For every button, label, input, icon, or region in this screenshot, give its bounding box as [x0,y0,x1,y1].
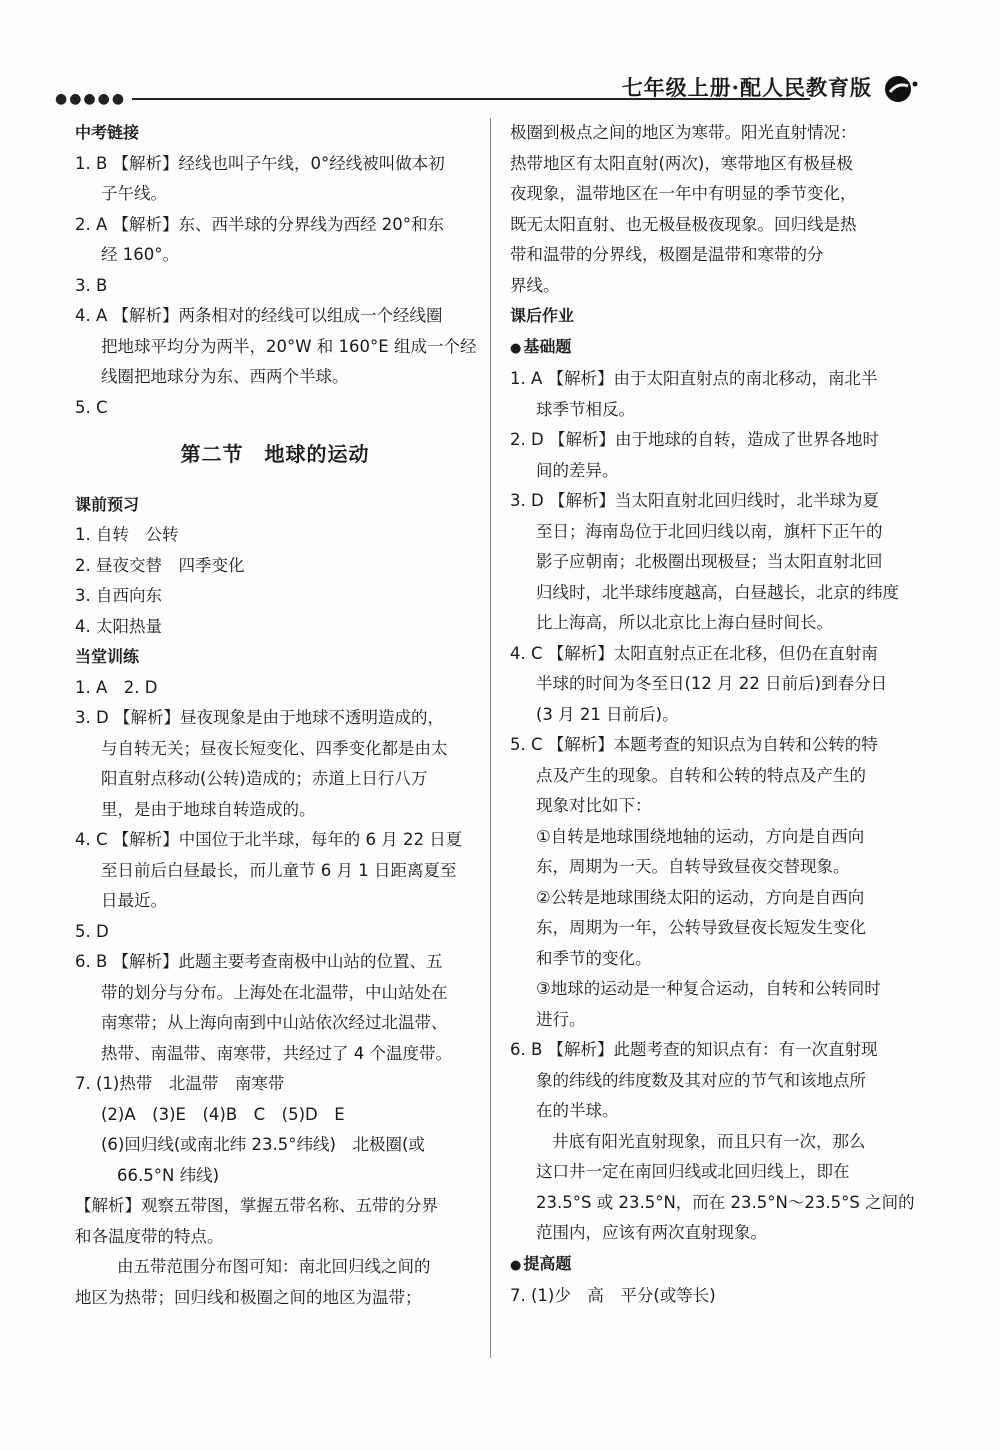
chapter-title: 第二节 地球的运动 [180,442,370,466]
section-heading: 课后作业 [510,306,575,325]
answer-line: 线圈把地球分为东、西两个半球。 [101,367,349,386]
answer-line: 子午线。 [101,184,167,203]
answer-line: 井底有阳光直射现象，而且只有一次，那么 [552,1131,866,1151]
answer-line: ①自转是地球围绕地轴的运动，方向是自西向 [536,826,865,846]
page-title: 七年级上册·配人民教育版 [621,75,872,100]
answer-line: 7. (1)热带 北温带 南寒带 [75,1074,285,1093]
answer-line: 与自转无关；昼夜长短变化、四季变化都是由太 [101,738,448,758]
answer-line: 极圈到极点之间的地区为寒带。阳光直射情况： [510,123,857,142]
answer-line: 3. 自西向东 [75,586,162,605]
answer-line: 3. B [75,275,108,295]
answer-line: 1. 自转 公转 [75,525,179,544]
answer-line: 夜现象，温带地区在一年中有明显的季节变化， [510,184,857,203]
answer-line: 里，是由于地球自转造成的。 [101,799,316,819]
answer-line: 经 160°。 [101,245,179,264]
answer-line: 现象对比如下： [536,796,652,815]
page-header [55,60,960,110]
answer-line: 由五带范围分布图可知：南北回归线之间的 [117,1257,431,1276]
left-column [75,118,475,1313]
answer-line: 象的纬线的纬度数及其对应的节气和该地点所 [536,1070,866,1090]
answer-line: 4. C 【解析】太阳直射点正在北移，但仍在直射南 [510,643,878,663]
answer-line: 日最近。 [101,891,167,910]
answer-line: 4. C 【解析】中国位于北半球，每年的 6 月 22 日夏 [75,830,463,849]
answer-line: 4. A 【解析】两条相对的经线可以组成一个经线圈 [75,306,443,325]
answer-line: 【解析】观察五带图，掌握五带名称、五带的分界 [75,1196,438,1215]
answer-line: 南寒带；从上海向南到中山站依次经过北温带、 [101,1013,448,1032]
answer-line: 东，周期为一天。自转导致昼夜交替现象。 [536,857,850,876]
answer-line: 23.5°S 或 23.5°N，而在 23.5°N～23.5°S 之间的 [536,1192,915,1212]
answer-line: 点及产生的现象。自转和公转的特点及产生的 [536,765,866,785]
header-dots: ●●●●● [55,91,132,107]
answer-line: 至日；海南岛位于北回归线以南，旗杆下正午的 [536,521,883,541]
answer-line: 5. C [75,397,108,417]
answer-line: 5. C 【解析】本题考查的知识点为自转和公转的特 [510,735,878,754]
book-logo-icon [882,72,920,104]
answer-line: 带的划分与分布。上海处在北温带，中山站处在 [101,982,448,1002]
answer-line: 半球的时间为冬至日(12 月 22 日前后)到春分日 [536,674,888,693]
answer-line: 3. D 【解析】当太阳直射北回归线时，北半球为夏 [510,491,879,510]
answer-line: 7. (1)少 高 平分(或等长) [510,1286,716,1305]
answer-line: 6. B 【解析】此题考查的知识点有：有一次直射现 [510,1040,878,1059]
answer-line: 既无太阳直射、也无极昼极夜现象。回归线是热 [510,214,857,234]
answer-line: 东，周期为一年，公转导致昼夜长短发生变化 [536,918,866,937]
answer-line: 地区为热带；回归线和极圈之间的地区为温带； [75,1287,422,1307]
answer-line: 4. 太阳热量 [75,616,162,636]
answer-line: 和各温度带的特点。 [75,1226,224,1246]
section-heading: 中考链接 [75,123,140,142]
answer-line: 1. A 【解析】由于太阳直射点的南北移动，南北半 [510,369,878,388]
answer-line: 热带地区有太阳直射(两次)，寒带地区有极昼极 [510,153,853,173]
answer-line: 2. 昼夜交替 四季变化 [75,555,245,575]
answer-line: 2. D 【解析】由于地球的自转，造成了世界各地时 [510,430,879,449]
answer-line: 比上海高，所以北京比上海白昼时间长。 [536,613,833,632]
section-heading: ● 基础题 [510,332,910,365]
answer-line: 至日前后白昼最长，而儿童节 6 月 1 日距离夏至 [101,860,457,880]
answer-line: ③地球的运动是一种复合运动，自转和公转同时 [536,979,881,998]
answer-line: 2. A 【解析】东、西半球的分界线为西经 20°和东 [75,214,445,234]
answer-line: 3. D 【解析】昼夜现象是由于地球不透明造成的， [75,708,444,727]
answer-line: 1. A 2. D [75,677,158,697]
answer-line: 把地球平均分为两半，20°W 和 160°E 组成一个经 [101,336,477,356]
answer-line: 1. B 【解析】经线也叫子午线，0°经线被叫做本初 [75,153,445,173]
answer-line: 影子应朝南；北极圈出现极昼；当太阳直射北回 [536,552,883,571]
answer-line: 球季节相反。 [536,399,635,419]
answer-line: (2)A (3)E (4)B C (5)D E [101,1104,345,1124]
answer-line: ②公转是地球围绕太阳的运动，方向是自西向 [536,887,865,907]
section-heading: ● 提高题 [510,1249,910,1282]
answer-line: 这口井一定在南回归线或北回归线上，即在 [536,1162,850,1181]
answer-line: (6)回归线(或南北纬 23.5°纬线) 北极圈(或 [101,1135,425,1154]
answer-line: 进行。 [536,1009,586,1029]
answer-line: (3 月 21 日前后)。 [536,704,679,724]
answer-line: 范围内，应该有两次直射现象。 [536,1223,767,1242]
answer-line: 热带、南温带、南寒带，共经过了 4 个温度带。 [101,1043,452,1063]
answer-line: 5. D [75,921,109,941]
answer-line: 66.5°N 纬线) [117,1165,220,1185]
section-heading: 课前预习 [75,494,140,514]
answer-line: 归线时，北半球纬度越高，白昼越长，北京的纬度 [536,582,899,602]
answer-line: 6. B 【解析】此题主要考查南极中山站的位置、五 [75,952,443,971]
section-heading: 当堂训练 [75,647,140,666]
answer-line: 带和温带的分界线，极圈是温带和寒带的分 [510,245,824,264]
answer-line: 在的半球。 [536,1101,619,1120]
answer-line: 间的差异。 [536,460,619,480]
answer-line: 界线。 [510,275,560,295]
answer-line: 阳直射点移动(公转)造成的；赤道上日行八万 [101,769,428,788]
answer-line: 和季节的变化。 [536,948,652,968]
column-divider [490,118,491,1358]
right-column [510,118,915,1312]
